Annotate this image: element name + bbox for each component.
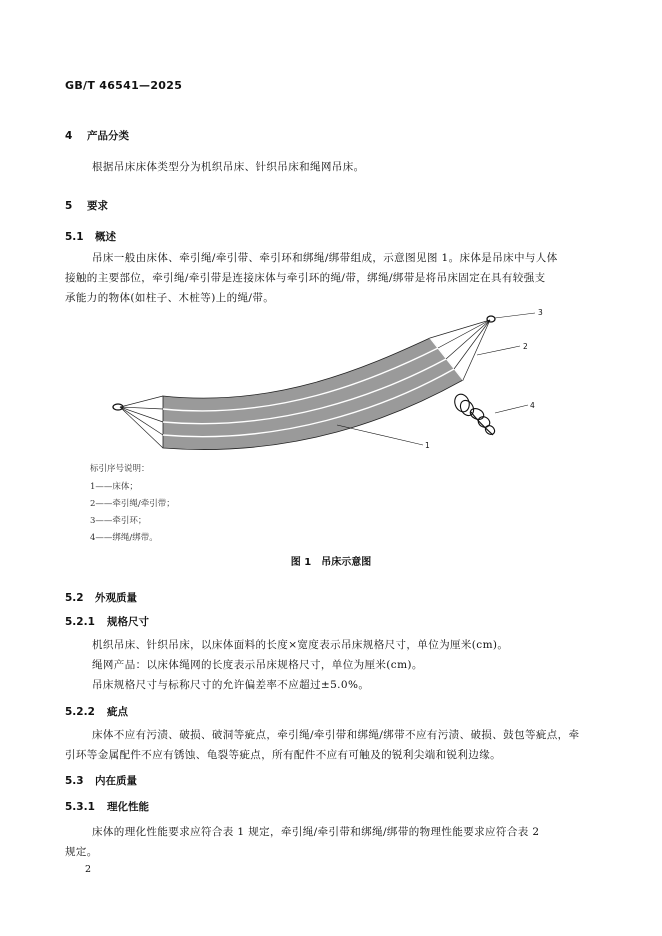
legend-title: 标引序号说明：: [90, 464, 150, 474]
heading-5-2-2: [65, 704, 128, 719]
paragraph-5-2-2-line-2: 引环等金属配件不应有锈蚀、龟裂等疵点，所有配件不应有可触及的锐利尖端和锐利边缘。: [65, 749, 501, 761]
section-number: 4: [65, 130, 73, 142]
heading-5-3-1: [65, 799, 149, 814]
section-title: 概述: [95, 231, 116, 243]
paragraph-5-3-1-line-2: 规定。: [65, 846, 98, 858]
section-number: 5.1: [65, 231, 84, 243]
section-title: 内在质量: [95, 775, 137, 787]
paragraph-5-2-1-line-1: 机织吊床、针织吊床，以床体面料的长度×宽度表示吊床规格尺寸，单位为厘米(cm)。: [92, 639, 509, 651]
hammock-diagram: [105, 308, 555, 463]
heading-5: [65, 198, 108, 213]
section-number: 5.2.1: [65, 616, 95, 628]
heading-5-3: [65, 773, 137, 788]
legend-item-3: 3——牵引环；: [90, 516, 147, 526]
section-title: 要求: [87, 200, 108, 212]
page-number: 2: [85, 864, 92, 875]
legend-item-1: 1——床体；: [90, 482, 138, 492]
paragraph-5-2-2-line-1: 床体不应有污渍、破损、破洞等疵点，牵引绳/牵引带和绑绳/绑带不应有污渍、破损、鼓包等疵点，牵: [92, 729, 580, 741]
paragraph-5-2-1-line-3: 吊床规格尺寸与标称尺寸的允许偏差率不应超过±5.0%。: [92, 679, 370, 691]
paragraph-4: 根据吊床床体类型分为机织吊床、针织吊床和绳网吊床。: [92, 161, 365, 173]
paragraph-5-1-line-1: 吊床一般由床体、牵引绳/牵引带、牵引环和绑绳/绑带组成，示意图见图 1。床体是吊床中与人体: [92, 252, 558, 264]
paragraph-5-2-1-line-2: 绳网产品：以床体绳网的长度表示吊床规格尺寸，单位为厘米(cm)。: [92, 659, 423, 671]
section-number: 5.3.1: [65, 801, 95, 813]
section-title: 外观质量: [95, 592, 137, 604]
legend-item-2: 2——牵引绳/牵引带；: [90, 499, 175, 509]
legend-item-4: 4——绑绳/绑带。: [90, 533, 158, 543]
section-number: 5: [65, 200, 73, 212]
section-number: 5.2.2: [65, 706, 95, 718]
section-number: 5.2: [65, 592, 84, 604]
section-number: 5.3: [65, 775, 84, 787]
standard-number: GB/T 46541—2025: [65, 79, 183, 92]
heading-5-2-1: [65, 614, 149, 629]
right-pull-ring: [487, 316, 495, 322]
callout-3: 3: [538, 308, 543, 317]
section-title: 理化性能: [107, 801, 149, 813]
section-title: 规格尺寸: [107, 616, 149, 628]
heading-5-2: [65, 590, 137, 605]
callout-1: 1: [425, 441, 430, 450]
paragraph-5-3-1-line-1: 床体的理化性能要求应符合表 1 规定，牵引绳/牵引带和绑绳/绑带的物理性能要求应符合表 2: [92, 826, 540, 838]
section-title: 产品分类: [87, 130, 129, 142]
callout-4: 4: [530, 401, 535, 410]
left-pull-ropes: [120, 396, 163, 448]
figure-caption: 图 1 吊床示意图: [290, 557, 372, 568]
tie-rope-coil: [452, 392, 496, 436]
heading-5-1: [65, 229, 116, 244]
hammock-bed: [163, 338, 463, 450]
heading-4: [65, 128, 129, 143]
paragraph-5-1-line-3: 承能力的物体(如柱子、木桩等)上的绳/带。: [65, 292, 275, 304]
paragraph-5-1-line-2: 接触的主要部位，牵引绳/牵引带是连接床体与牵引环的绳/带，绑绳/绑带是将吊床固定在具有较强支: [65, 272, 546, 284]
section-title: 疵点: [107, 706, 128, 718]
callout-2: 2: [523, 342, 528, 351]
